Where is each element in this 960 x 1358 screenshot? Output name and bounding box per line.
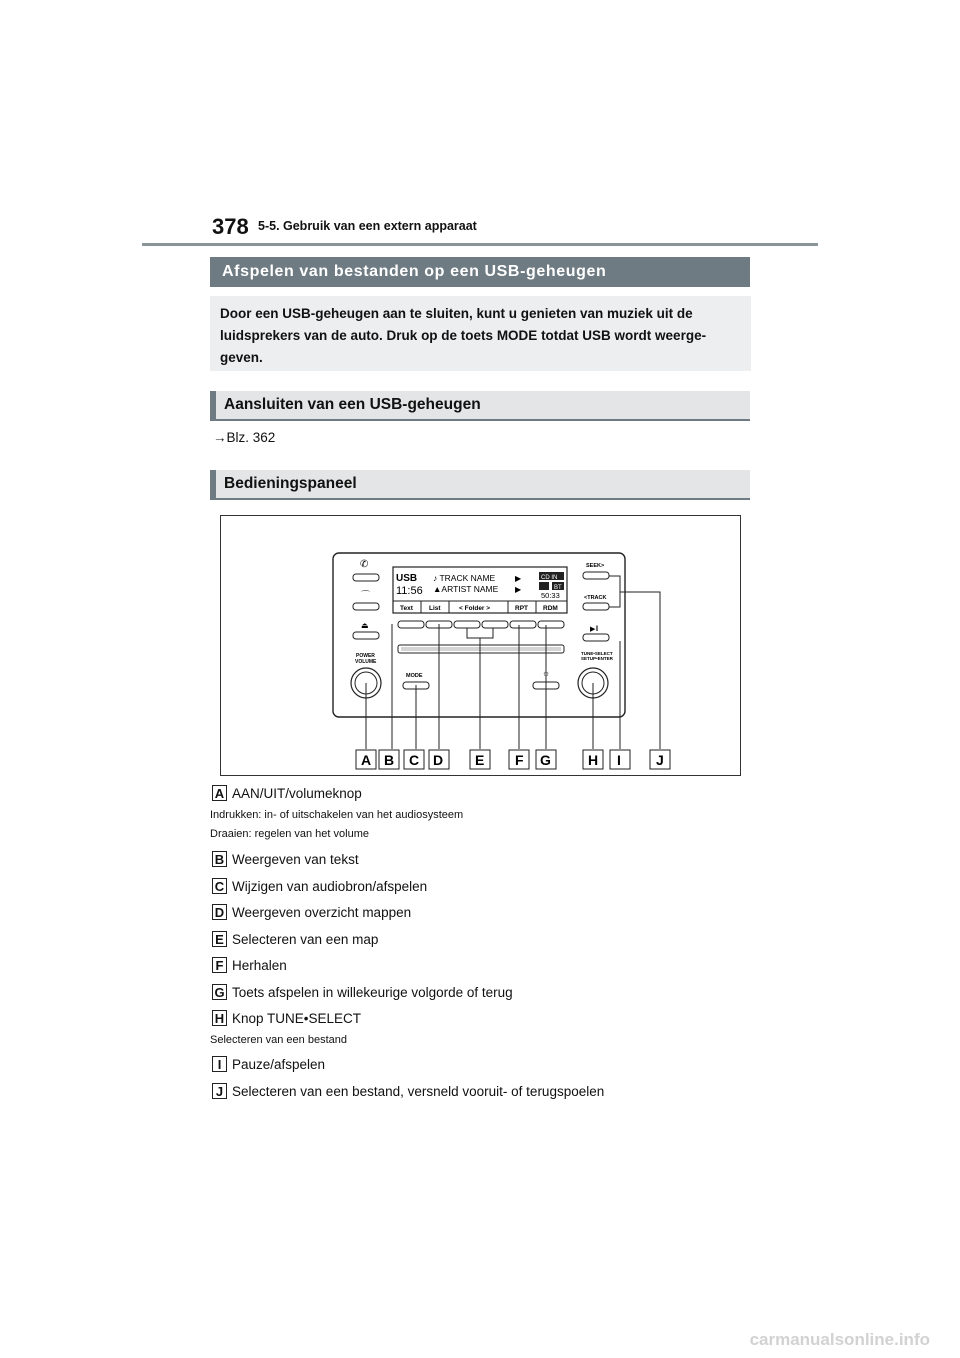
section-heading-control-panel: Bedieningspaneel (210, 470, 750, 500)
svg-text:SETUP•ENTER: SETUP•ENTER (581, 656, 613, 661)
phone-pickup-button (353, 574, 379, 581)
display-time: 11:56 (396, 585, 423, 597)
legend-item-h (212, 1010, 361, 1026)
display-elapsed: 50:33 (541, 591, 560, 600)
legend-text: Weergeven overzicht mappen (232, 904, 412, 920)
chapter-title: 5-5. Gebruik van een extern apparaat (258, 219, 477, 233)
legend-letter: G (212, 984, 227, 1000)
legend-item-d (212, 904, 411, 920)
mode-label: MODE (406, 673, 423, 679)
svg-text:F: F (515, 752, 524, 768)
legend-note: Draaien: regelen van het volume (210, 828, 369, 840)
svg-text:D: D (433, 752, 444, 768)
legend-text: AAN/UIT/volumeknop (232, 785, 362, 801)
legend-note: Selecteren van een bestand (210, 1034, 347, 1046)
softkey-text-label: Text (400, 605, 413, 612)
page-number: 378 (212, 214, 249, 239)
softkey-rdm-label: RDM (543, 605, 558, 612)
legend-text: Weergeven van tekst (232, 851, 359, 867)
softkey-rpt-label: RPT (515, 605, 528, 612)
legend-letter: E (212, 931, 227, 947)
tune-label: TUNE•SELECT (581, 651, 613, 656)
svg-text:E: E (475, 752, 485, 768)
display-source: USB (396, 573, 418, 584)
legend-letter: A (212, 785, 227, 801)
legend-text: Knop TUNE•SELECT (232, 1010, 362, 1026)
legend-letter: D (212, 904, 227, 920)
legend-item-c (212, 878, 427, 894)
softkey-list-label: List (429, 605, 441, 612)
legend-item-i (212, 1056, 325, 1072)
legend-text: Selecteren van een bestand, versneld vooruit- of terugspoelen (232, 1083, 605, 1099)
svg-text:G: G (540, 752, 551, 768)
intro-text: Door een USB-geheugen aan te sluiten, kunt u genieten van muziek uit de luidsprekers van de auto. Druk op de toets MODE totdat USB wordt weerge-geven. (210, 296, 751, 371)
svg-text:J: J (656, 752, 664, 768)
svg-text:H: H (588, 752, 599, 768)
svg-text:VOLUME: VOLUME (355, 659, 377, 665)
display-artist: ▲ARTIST NAME (433, 584, 499, 594)
legend-letter: B (212, 851, 227, 867)
svg-text:I: I (617, 752, 621, 768)
legend-letter: J (212, 1083, 227, 1099)
legend-letter: F (212, 957, 227, 973)
legend-item-e (212, 931, 378, 947)
track-label: <TRACK (584, 595, 607, 601)
legend-letter: H (212, 1010, 227, 1026)
artist-arrow-icon: ▶ (515, 585, 522, 594)
eject-button (353, 632, 379, 639)
svg-text:CD IN: CD IN (541, 575, 558, 581)
page-reference-link[interactable]: →Blz. 362 (213, 430, 276, 445)
track-button (583, 603, 609, 610)
cd-slot (398, 645, 564, 653)
power-label: POWER (356, 653, 375, 659)
seek-button (583, 572, 609, 579)
play-pause-icon: ▶‖ (590, 626, 599, 633)
section-heading-connect: Aansluiten van een USB-geheugen (210, 391, 750, 421)
section-heading-usb-playback: Afspelen van bestanden op een USB-geheugen (210, 257, 750, 287)
display-track: ♪ TRACK NAME (433, 573, 496, 583)
legend-letter: C (212, 878, 227, 894)
softkey-folder-label: < Folder > (459, 605, 491, 612)
legend-text: Wijzigen van audiobron/afspelen (232, 878, 428, 894)
control-panel-figure (220, 515, 741, 777)
legend-item-g (212, 984, 513, 1000)
rpt-button (510, 621, 536, 628)
legend-item-j (212, 1083, 604, 1099)
header-divider (142, 243, 818, 246)
folder-prev-button (454, 621, 480, 628)
play-pause-button (583, 634, 609, 641)
brightness-icon: ☼ (542, 668, 551, 678)
track-arrow-icon: ▶ (515, 574, 522, 583)
svg-text:B: B (384, 752, 395, 768)
legend-item-a (212, 785, 362, 801)
legend-text: Toets afspelen in willekeurige volgorde of terug (232, 984, 513, 1000)
legend-note: Indrukken: in- of uitschakelen van het audiosysteem (210, 809, 464, 821)
legend-text: Selecteren van een map (232, 931, 379, 947)
legend-item-f (212, 957, 287, 973)
watermark: carmanualsonline.info (749, 1330, 930, 1349)
rdm-button (538, 621, 564, 628)
svg-text:A: A (361, 752, 372, 768)
phone-hangup-button (353, 603, 379, 610)
legend-text: Pauze/afspelen (232, 1056, 326, 1072)
svg-text:BT: BT (554, 585, 562, 591)
eject-icon: ⏏ (361, 621, 369, 630)
folder-next-button (482, 621, 508, 628)
seek-label: SEEK> (586, 563, 605, 569)
phone-hangup-icon: ⌒ (361, 590, 371, 600)
legend-letter: I (212, 1056, 227, 1072)
legend-item-b (212, 851, 359, 867)
svg-text:C: C (409, 752, 420, 768)
signal-icon (539, 582, 549, 590)
legend-text: Herhalen (232, 957, 287, 973)
phone-pickup-icon: ✆ (360, 559, 369, 570)
text-button (398, 621, 424, 628)
